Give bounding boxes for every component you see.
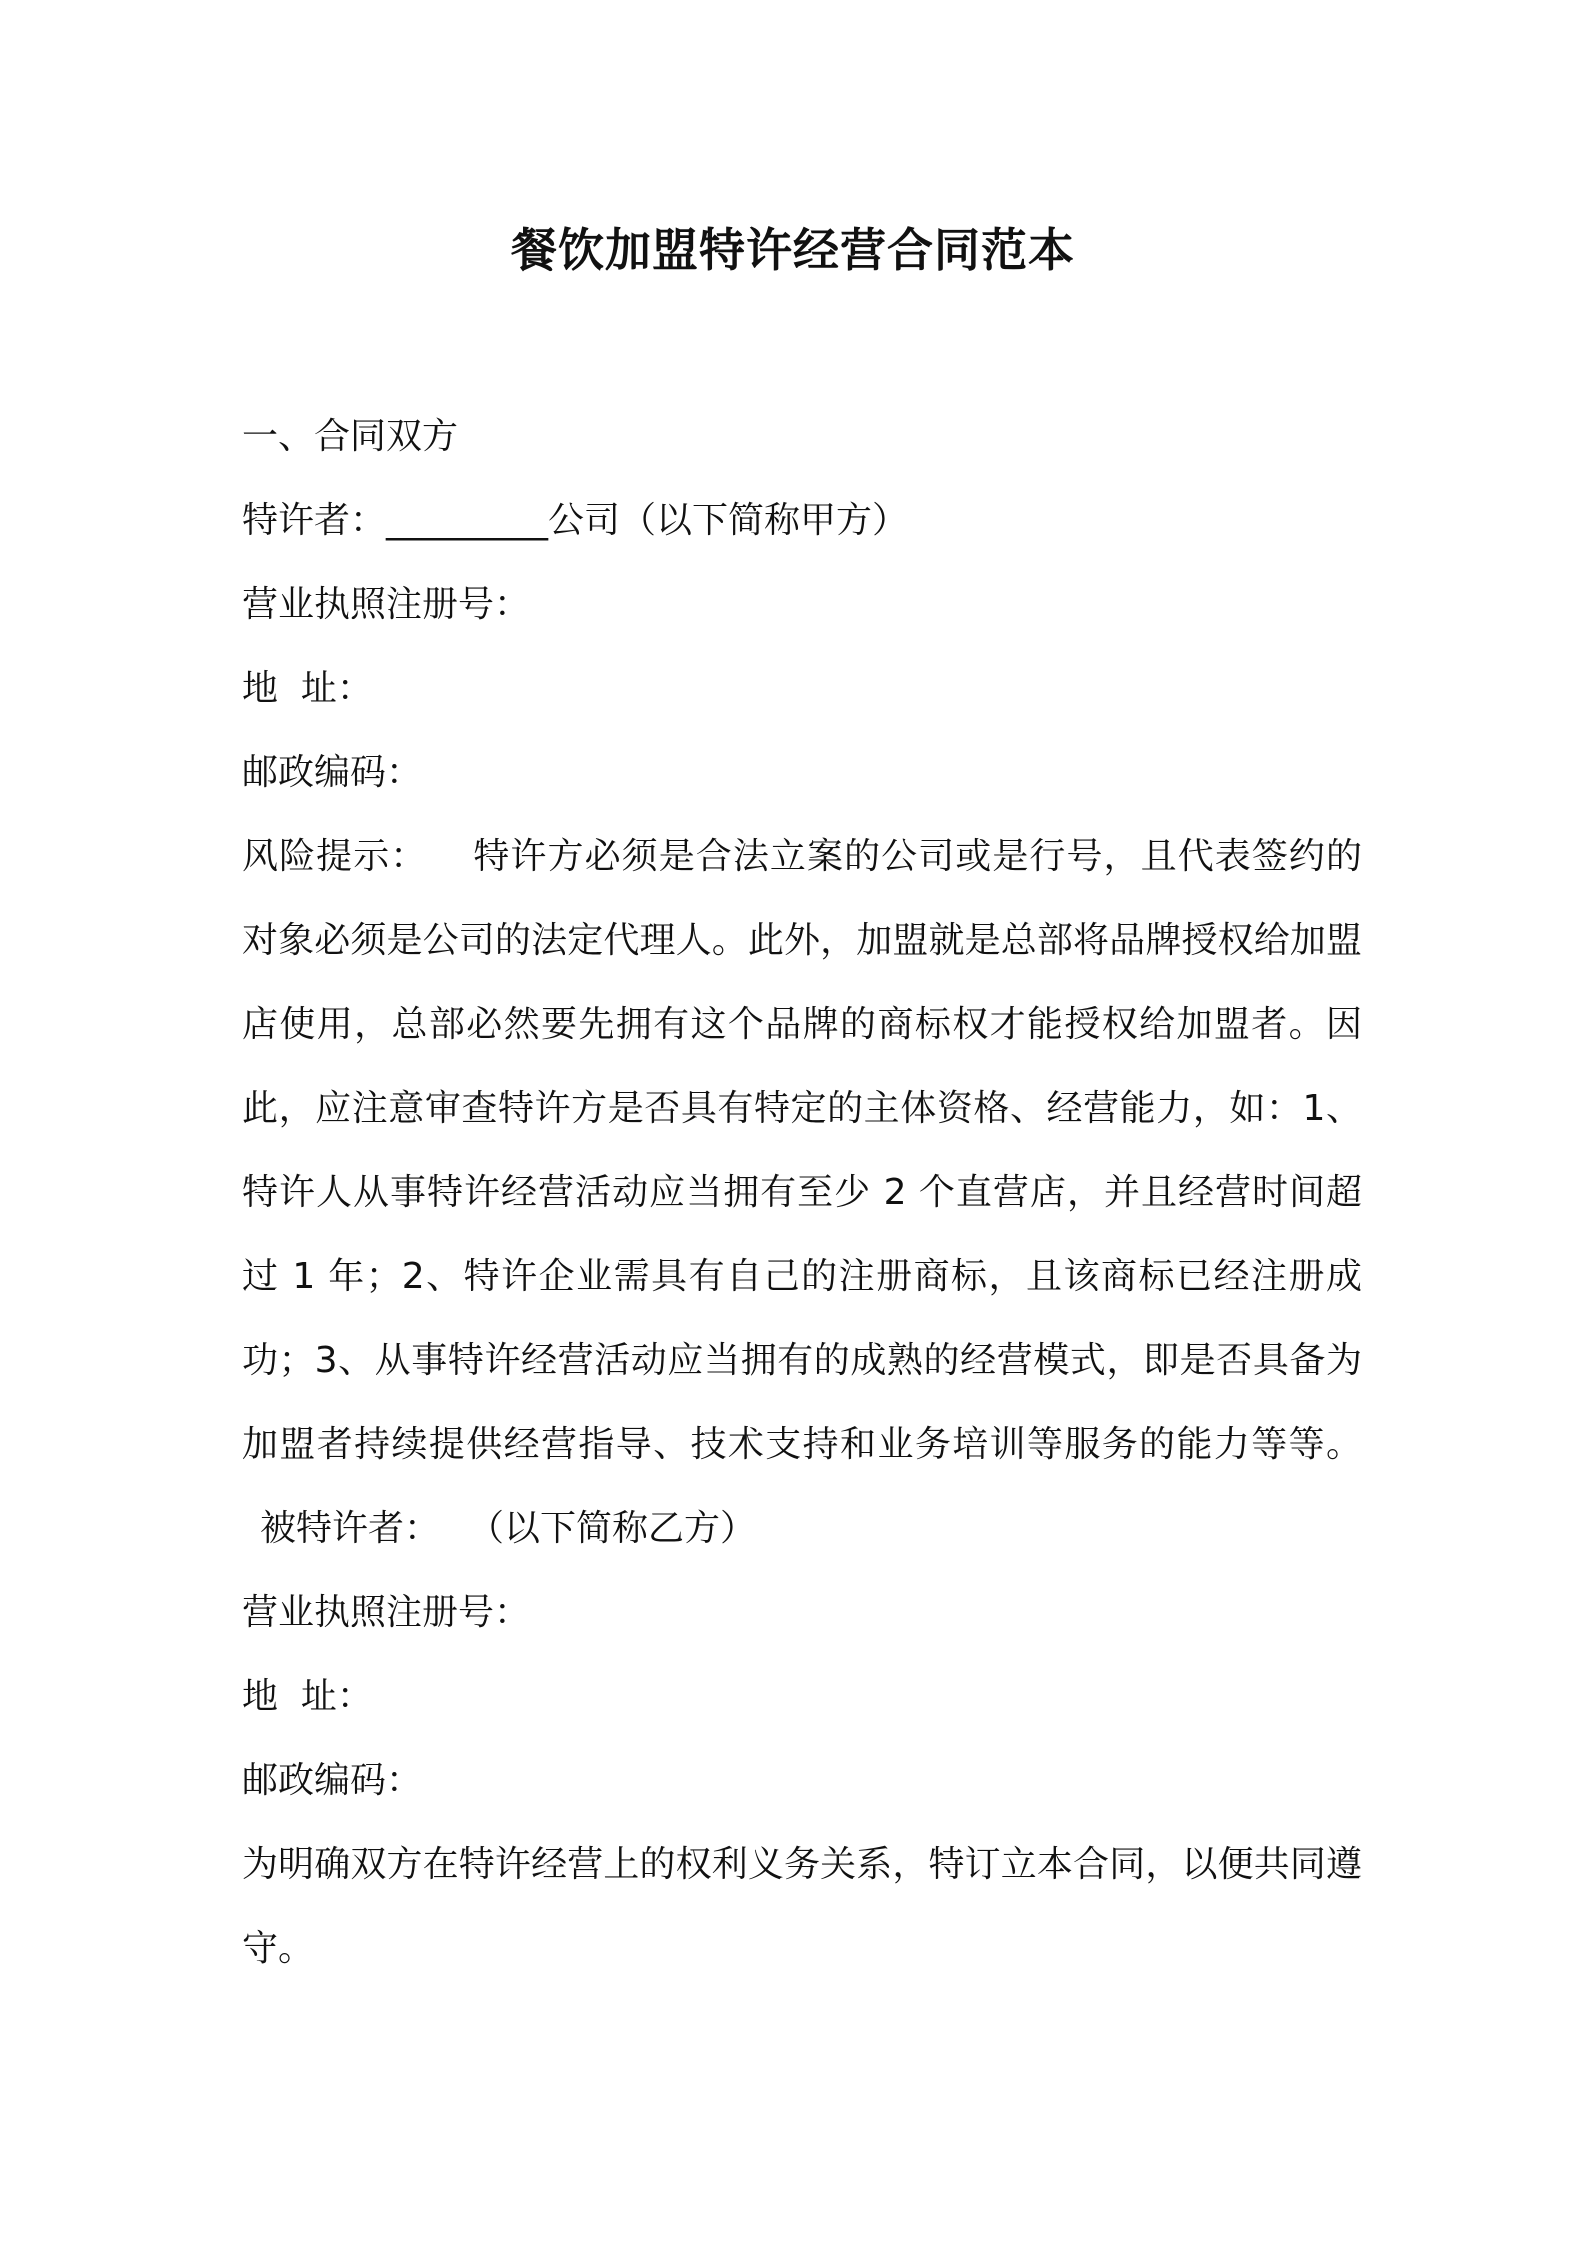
document-title: 餐饮加盟特许经营合同范本: [511, 223, 1075, 277]
address-label-a: 地 址：: [242, 668, 373, 709]
license-number-label-a: 营业执照注册号：: [242, 584, 531, 625]
franchisor-value: _________公司（以下简称甲方）: [386, 500, 909, 541]
license-number-label-b: 营业执照注册号：: [242, 1592, 531, 1633]
franchisor-line: [242, 479, 1362, 563]
franchisee-label: 被特许者：: [260, 1508, 441, 1549]
postcode-label-a: 邮政编码：: [242, 752, 423, 793]
address-label-b: 地 址：: [242, 1676, 373, 1717]
risk-notice-text: 特许方必须是合法立案的公司或是行号，且代表签约的对象必须是公司的法定代理人。此外，加盟就是总部将品牌授权给加盟店使用，总部必然要先拥有这个品牌的商标权才能授权给加盟者。因此，应注意审查特许方是否具有特定的主体资格、经营能力，如：1、特许人从事特许经营活动应当拥有至少 2 个直营店，并且经营时间超过 1 年；2、特许企业需具有自己的注册商标，且该商标已经注册成功；3、从事特许经营活动应当拥有的成熟的经营模式，即是否具备为加盟者持续提供经营指导、技术支持和业务培训等服务的能力等等。: [242, 836, 1362, 1465]
section-heading-parties: 一、合同双方: [242, 416, 459, 457]
franchisee-value: （以下简称乙方）: [486, 1508, 757, 1549]
postcode-label-b: 邮政编码：: [242, 1760, 423, 1801]
closing-paragraph: 为明确双方在特许经营上的权利义务关系，特订立本合同，以便共同遵守。: [242, 1844, 1362, 1969]
document-body: [242, 395, 1362, 1991]
risk-notice-paragraph: [242, 815, 1362, 1571]
franchisor-label: 特许者：: [242, 500, 387, 541]
risk-notice-label: 风险提示：: [242, 836, 428, 877]
